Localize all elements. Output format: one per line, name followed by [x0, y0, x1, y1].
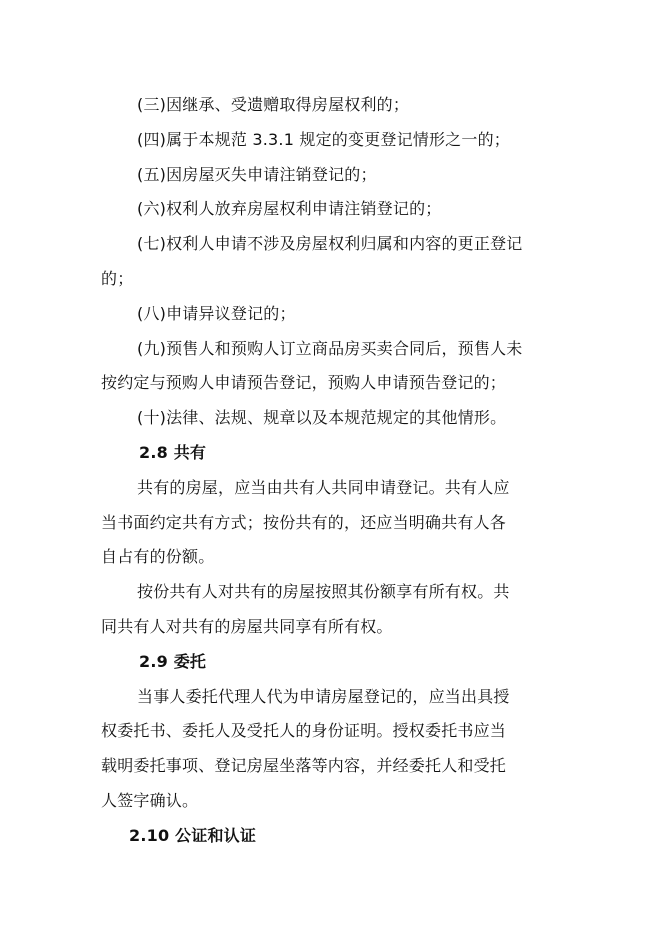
section-2-9-para-1-line-1: 当事人委托代理人代为申请房屋登记的，应当出具授 — [137, 686, 510, 706]
section-2-8-para-1-line-1: 共有的房屋，应当由共有人共同申请登记。共有人应 — [137, 477, 510, 497]
list-item-9-line-2: 按约定与预购人申请预告登记，预购人申请预告登记的； — [101, 373, 507, 393]
list-item-3: (三)因继承、受遗赠取得房屋权利的； — [137, 95, 410, 114]
list-item-6: (六)权利人放弃房屋权利申请注销登记的； — [137, 199, 442, 219]
section-2-9-para-1-line-2: 权委托书、委托人及受托人的身份证明。授权委托书应当 — [101, 721, 507, 741]
list-item-8: (八)申请异议登记的； — [137, 303, 296, 323]
list-item-5: (五)因房屋灭失申请注销登记的； — [137, 164, 377, 184]
list-item-10: (十)法律、法规、规章以及本规范规定的其他情形。 — [137, 408, 507, 428]
section-heading-2-8: 2.8 共有 — [139, 442, 207, 462]
section-2-9-para-1-line-3: 载明委托事项、登记房屋坐落等内容，并经委托人和受托 — [101, 756, 507, 776]
section-heading-2-9: 2.9 委托 — [139, 651, 207, 671]
list-item-9-line-1: (九)预售人和预购人订立商品房买卖合同后，预售人未 — [137, 338, 523, 358]
section-2-8-para-2-line-1: 按份共有人对共有的房屋按照其份额享有所有权。共 — [137, 582, 510, 602]
document-body — [101, 88, 563, 854]
list-item-4: (四)属于本规范 3.3.1 规定的变更登记情形之一的； — [137, 129, 510, 149]
section-heading-2-10: 2.10 公证和认证 — [129, 825, 257, 845]
list-item-7-line-2: 的； — [101, 268, 134, 288]
section-2-8-para-1-line-2: 当书面约定共有方式；按份共有的，还应当明确共有人各 — [101, 512, 507, 532]
section-2-8-para-1-line-3: 自占有的份额。 — [101, 547, 215, 567]
list-item-7-line-1: (七)权利人申请不涉及房屋权利归属和内容的更正登记 — [137, 234, 523, 254]
section-2-9-para-1-line-4: 人签字确认。 — [101, 790, 199, 810]
section-2-8-para-2-line-2: 同共有人对共有的房屋共同享有所有权。 — [101, 616, 393, 636]
